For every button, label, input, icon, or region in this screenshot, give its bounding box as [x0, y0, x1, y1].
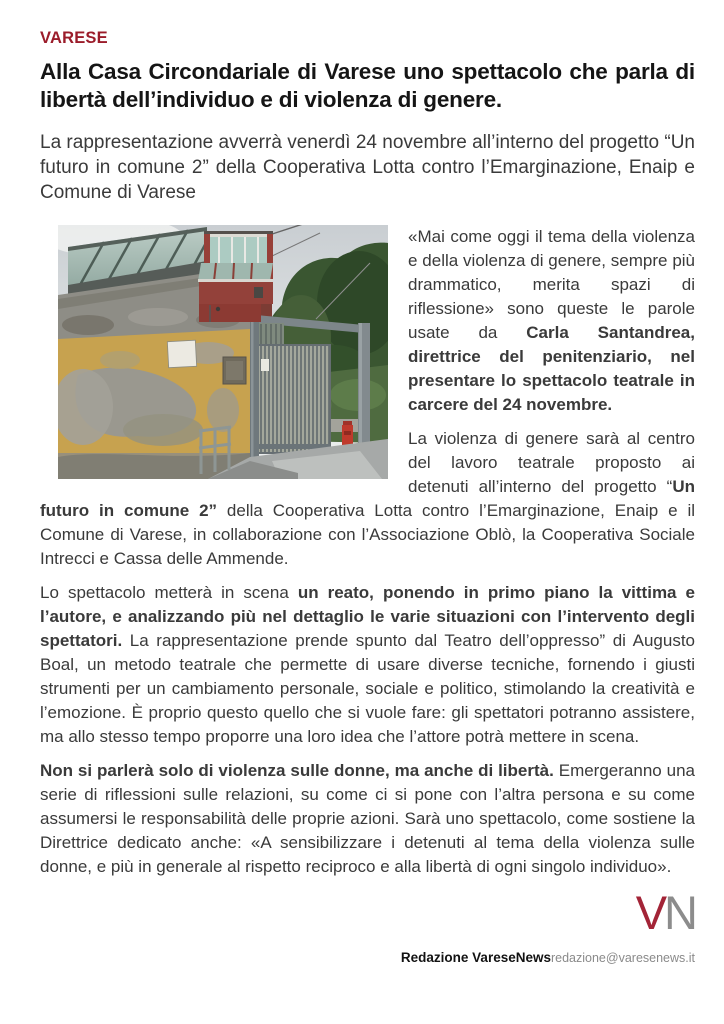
paragraph-segment: La rappresentazione prende spunto dal Teatro dell’oppresso” di Augusto Boal, un metodo teatrale che permette di usare diverse tecniche, fornendo i giusti strumenti per un cambiamento personale, sociale e politico, stimolando la creatività e l’emozione. È proprio questo quello che si vuole fare: gli spettatori potranno assistere, ma allo stesso tempo proporre una loro idea che l’attore potrà mettere in scena. [40, 631, 695, 746]
byline-author: Redazione VareseNews [400, 950, 551, 965]
article-body [40, 225, 695, 879]
paragraph-segment: Emergeranno una serie di riflessioni sulle relazioni, su come ci si pone con l’altra persona e su come assumersi le responsabilità delle proprie azioni. Sarà uno spettacolo, come sostiene la Direttrice dedicato anche: «A sensibilizzare i detenuti al tema della violenza sulle donne, e più in generale al rispetto reciproco e alla libertà di ogni singolo individuo». [40, 761, 695, 876]
varesenews-logo [401, 886, 695, 939]
byline-email: redazione@varesenews.it [550, 951, 695, 965]
category-label: VARESE [40, 29, 108, 47]
paragraph-bold-segment: Non si parlerà solo di violenza sulle donne, ma anche di libertà. [40, 761, 554, 780]
prison-entrance-illustration [58, 225, 388, 479]
paragraph-segment: «Mai come oggi il tema della violenza e della violenza di genere, sempre più drammatico, merita spazi di riflessione» sono queste le parole usate da [408, 227, 695, 342]
headline: Alla Casa Circondariale di Varese uno spettacolo che parla di libertà dell’individuo e di violenza di genere. [40, 59, 695, 112]
prison-entrance-photo [58, 225, 388, 479]
paragraph-segment: La violenza di genere sarà al centro del lavoro teatrale proposto ai detenuti all’interno del progetto “ [408, 429, 695, 496]
logo-v-letter: V [635, 886, 665, 939]
footer [400, 886, 695, 967]
logo-n-letter: N [664, 886, 695, 939]
paragraph-segment: della Cooperativa Lotta contro l’Emarginazione, Enaip e il Comune di Varese, in collaborazione con l’Associazione Oblò, la Cooperativa Sociale Intrecci e Cassa delle Ammende. [40, 501, 696, 568]
paragraph-segment: Lo spettacolo metterà in scena [40, 583, 298, 602]
article-paragraph [40, 581, 695, 749]
paragraph-bold-segment: Un futuro in comune 2” [40, 477, 695, 520]
lede: La rappresentazione avverrà venerdì 24 novembre all’interno del progetto “Un futuro in comune 2” della Cooperativa Lotta contro l’Emarginazione, Enaip e Comune di Varese [40, 132, 695, 203]
byline [401, 949, 695, 967]
article-paragraph [40, 759, 695, 879]
paragraph-bold-segment: un reato, ponendo in primo piano la vittima e l’autore, e analizzando più nel dettaglio le varie situazioni con l’intervento degli spettatori. [40, 583, 695, 650]
paragraph-bold-segment: Carla Santandrea, direttrice del penitenziario, nel presentare lo spettacolo teatrale in carcere del 24 novembre. [408, 323, 695, 414]
